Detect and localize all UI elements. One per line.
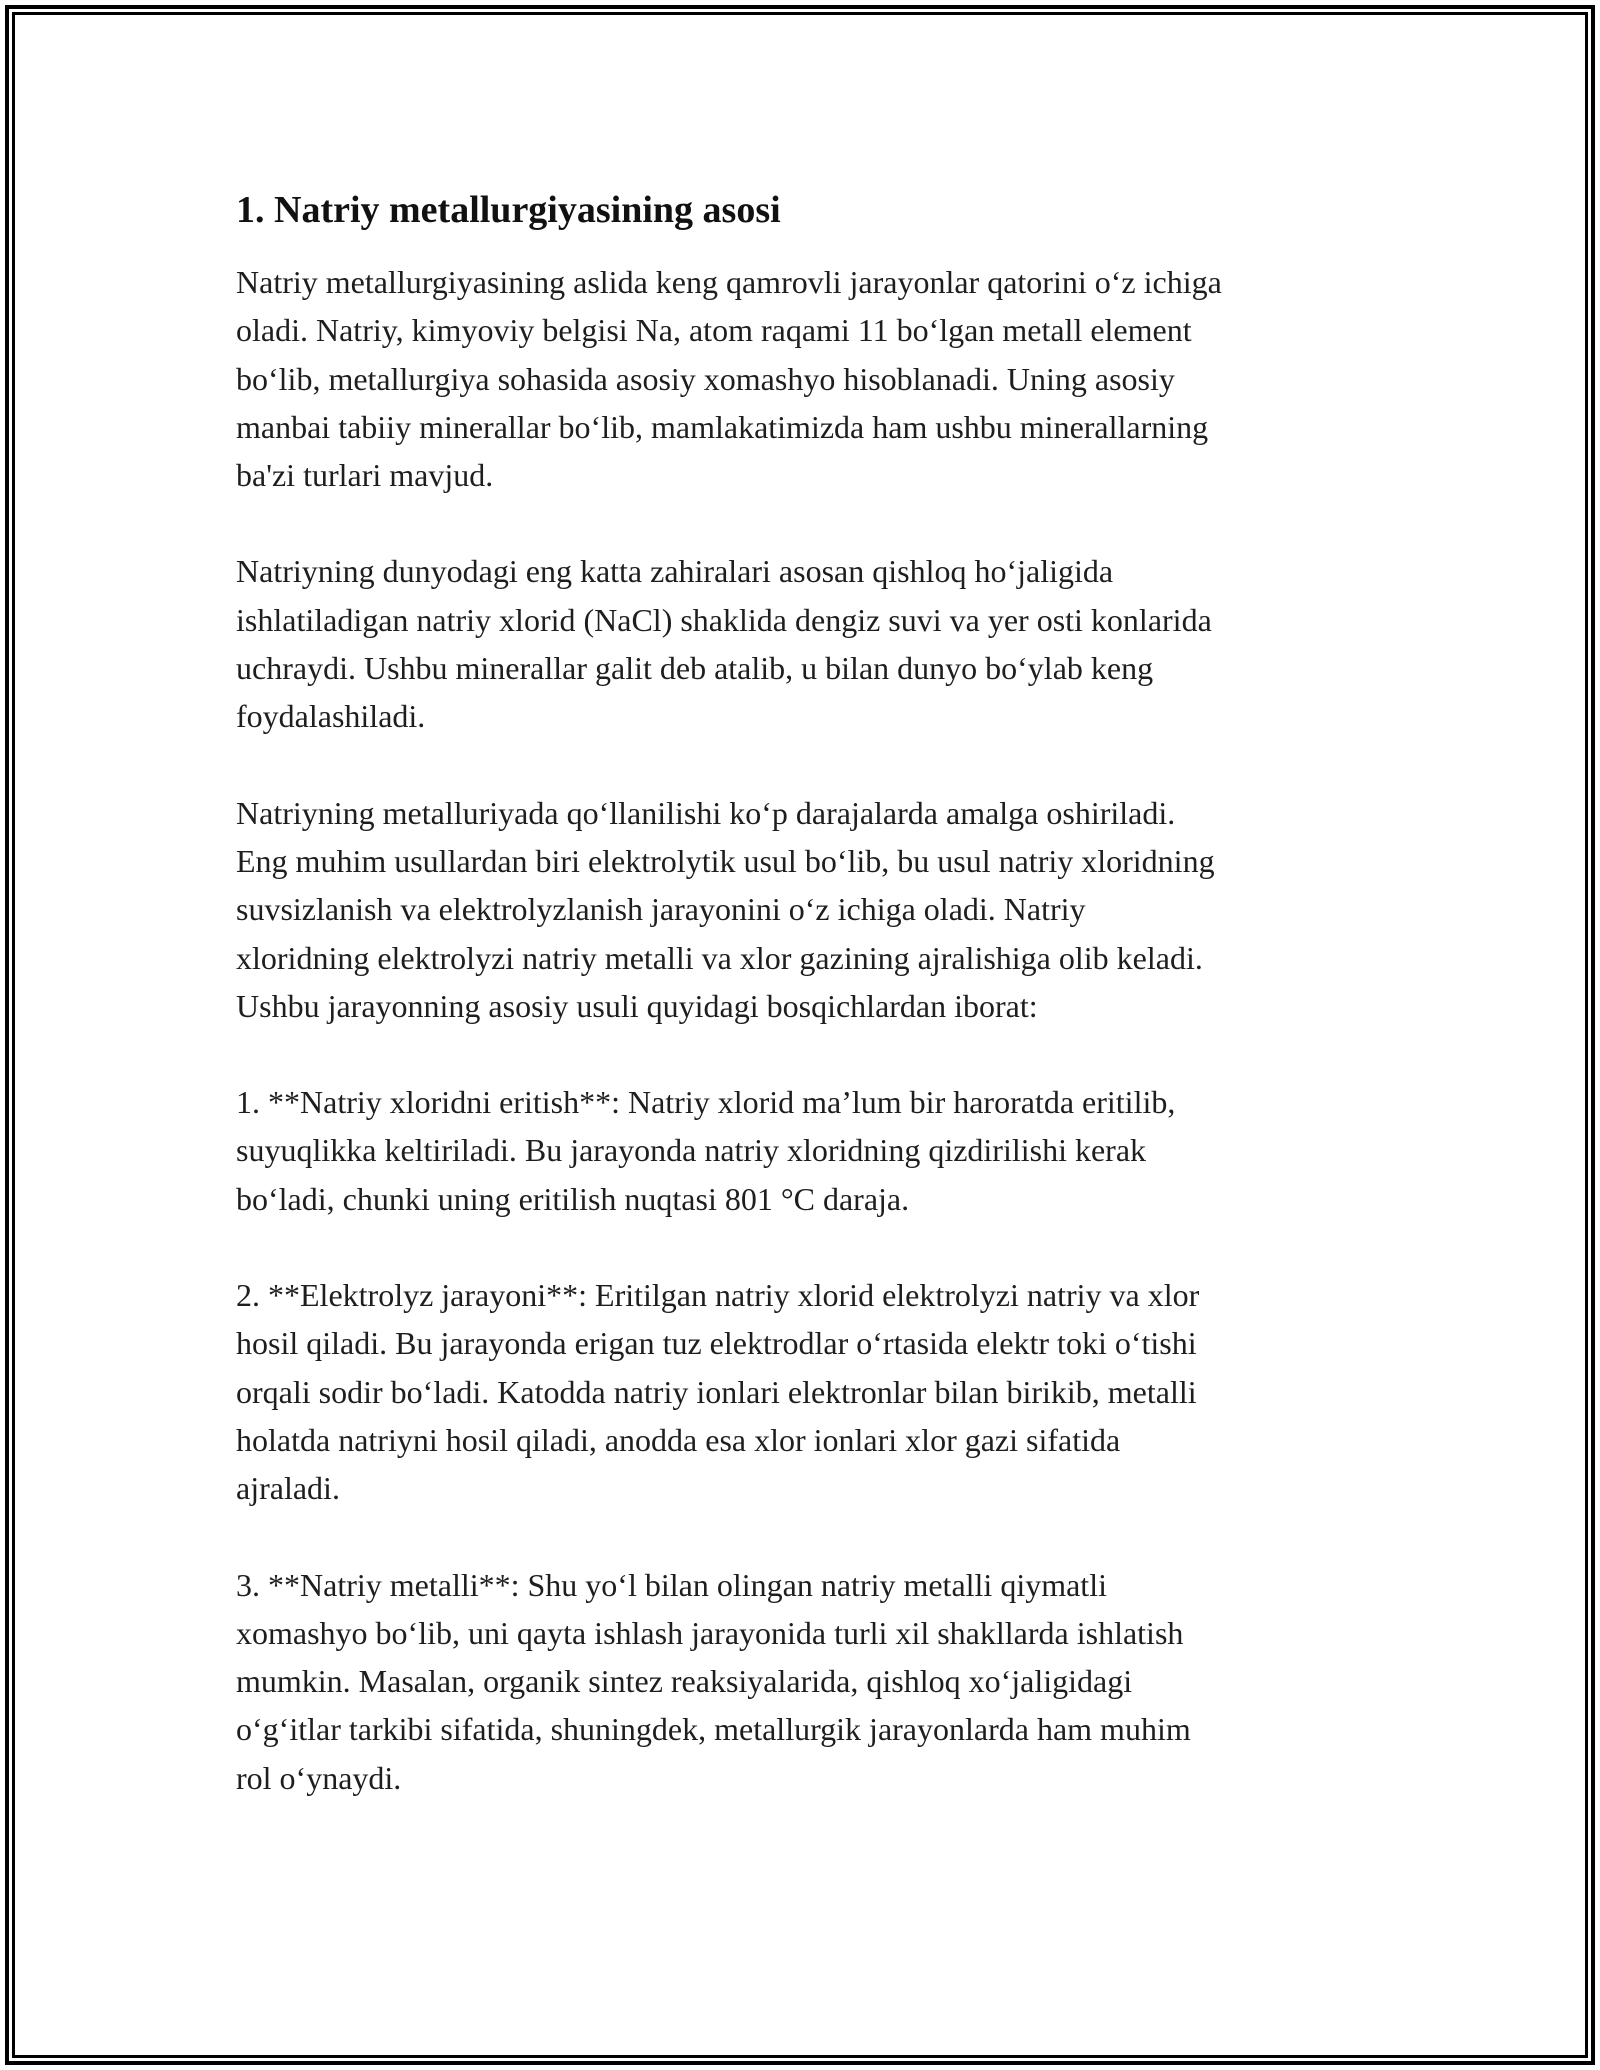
list-item-step-2 (236, 1271, 1371, 1512)
text-line: bo‘lib, metallurgiya sohasida asosiy xomashyo hisoblanadi. Uning asosiy (236, 360, 1175, 397)
paragraph-application (236, 789, 1371, 1030)
text-line: Natriyning dunyodagi eng katta zahiralari asosan qishloq ho‘jaligida (236, 553, 1114, 590)
text-line: suvsizlanish va elektrolyzlanish jarayonini o‘z ichiga oladi. Natriy (236, 891, 1086, 928)
text-line: Ushbu jarayonning asosiy usuli quyidagi bosqichlardan iborat: (236, 987, 1038, 1024)
text-line: Natriyning metalluriyada qo‘llanilishi ko‘p darajalarda amalga oshiriladi. (236, 794, 1176, 831)
list-item-step-3 (236, 1561, 1371, 1802)
text-line: xomashyo bo‘lib, uni qayta ishlash jarayonida turli xil shakllarda ishlatish (236, 1614, 1184, 1651)
text-line: ajraladi. (236, 1470, 340, 1507)
text-line: orqali sodir bo‘ladi. Katodda natriy ionlari elektronlar bilan birikib, metalli (236, 1373, 1197, 1410)
text-line: xloridning elektrolyzi natriy metalli va xlor gazining ajralishiga olib keladi. (236, 939, 1203, 976)
text-line: uchraydi. Ushbu minerallar galit deb atalib, u bilan dunyo bo‘ylab keng (236, 650, 1154, 687)
text-line: oladi. Natriy, kimyoviy belgisi Na, atom raqami 11 bo‘lgan metall element (236, 312, 1192, 349)
text-line: 2. **Elektrolyz jarayoni**: Eritilgan natriy xlorid elektrolyzi natriy va xlor (236, 1277, 1200, 1314)
text-line: rol o‘ynaydi. (236, 1759, 402, 1796)
text-line: manbai tabiiy minerallar bo‘lib, mamlakatimizda ham ushbu minerallarning (236, 408, 1209, 445)
text-line: o‘g‘itlar tarkibi sifatida, shuningdek, metallurgik jarayonlarda ham muhim (236, 1711, 1191, 1748)
text-line: hosil qiladi. Bu jarayonda erigan tuz elektrodlar o‘rtasida elektr toki o‘tishi (236, 1325, 1197, 1362)
text-line: 3. **Natriy metalli**: Shu yo‘l bilan olingan natriy metalli qiymatli (236, 1566, 1107, 1603)
text-line: 1. **Natriy xloridni eritish**: Natriy xlorid ma’lum bir haroratda eritilib, (236, 1084, 1176, 1121)
text-line: holatda natriyni hosil qiladi, anodda esa xlor ionlari xlor gazi sifatida (236, 1421, 1121, 1458)
text-line: ba'zi turlari mavjud. (236, 457, 494, 494)
text-line: foydalashiladi. (236, 698, 426, 735)
paragraph-intro (236, 258, 1371, 499)
text-line: ishlatiladigan natriy xlorid (NaCl) shaklida dengiz suvi va yer osti konlarida (236, 601, 1212, 638)
text-line: bo‘ladi, chunki uning eritilish nuqtasi 801 °C daraja. (236, 1180, 910, 1217)
section-title: 1. Natriy metallurgiyasining asosi (236, 189, 781, 231)
paragraph-reserves (236, 547, 1371, 740)
list-item-step-1 (236, 1078, 1371, 1223)
text-line: Eng muhim usullardan biri elektrolytik usul bo‘lib, bu usul natriy xloridning (236, 842, 1215, 879)
text-line: mumkin. Masalan, organik sintez reaksiyalarida, qishloq xo‘jaligidagi (236, 1663, 1133, 1700)
document-body (236, 186, 1371, 1802)
text-line: suyuqlikka keltiriladi. Bu jarayonda natriy xloridning qizdirilishi kerak (236, 1132, 1147, 1169)
text-line: Natriy metallurgiyasining aslida keng qamrovli jarayonlar qatorini o‘z ichiga (236, 264, 1222, 300)
